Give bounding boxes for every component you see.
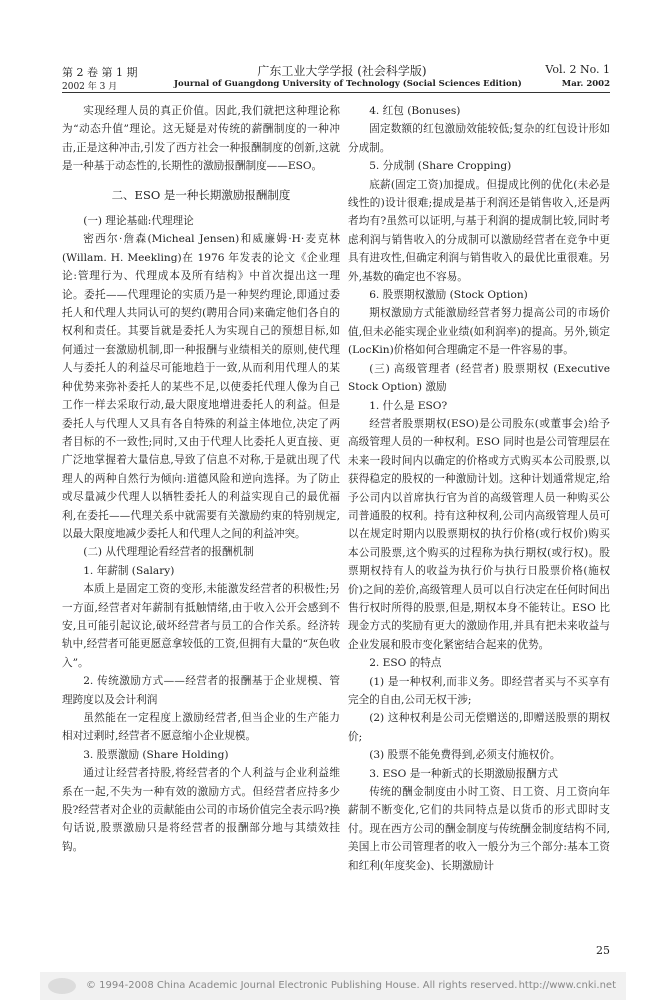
paragraph: 实现经理人员的真正价值。因此,我们就把这种理论称为“动态升值”理论。这无疑是对传统的薪酬制度的一种冲击,正是这种冲击,引发了西方社会一种报酬制度的创新,这就是一种基于动态性的,长期性的激励报酬制度——ESO。 — [62, 105, 340, 173]
list-item-heading: 3. ESO 是一种新式的长期激励报酬方式 — [369, 767, 559, 780]
paragraph: 密西尔·詹森(Micheal Jensen)和威廉姆·H·麦克林(Willam. H. Meekling)在 1976 年发表的论文《企业理论:管理行为、代理成本及所有结构》中首次提出这一理论。委托——代理理论的实质乃是一种契约理论,即通过委托人和代理人共同认可的契约(聘用合同)来确定他们各自的权利和责任。其要旨就是委托人为实现自己的预想目标,如何通过一套激励机制,即一种报酬与业绩相关的原则,使代理人与委托人的利益尽可能地趋于一致,从而利用代理人的某种优势来弥补委托人的某些不足,以使委托代理人像为自己工作一样去采取行动,最大限度地增进委托人的利益。但是委托人与代理人又具有各自特殊的利益主体地位,决定了两者目标的不一致性;同时,又由于代理人比委托人更直接、更广泛地掌握着大量信息,导致了信息不对称,于是就出现了代理人的两种自然行为倾向:道德风险和逆向选择。为了防止或尽量减少代理人以牺牲委托人的利益实现自己的最优福利,在委托——代理关系中就需要有关激励约束的特别规定,以最大限度地减少委托人和代理人之间的利益冲突。 — [62, 233, 340, 540]
paragraph: 本质上是固定工资的变形,未能激发经营者的积极性;另一方面,经营者对年薪制有抵触情绪,由于收入公开会感到不安,且可能引起议论,破坏经营者与员工的合作关系。经济转轨中,经营者可能更愿意拿较低的工资,但拥有大量的“灰色收入”。 — [62, 583, 340, 669]
list-item-heading: 2. ESO 的特点 — [369, 657, 442, 670]
copyright-footer — [40, 972, 626, 1000]
paragraph: 期权激励方式能激励经营者努力提高公司的市场价值,但未必能实现企业业绩(如利润率)的提高。另外,锁定(LocKin)价格如何合理确定不是一件容易的事。 — [348, 307, 610, 357]
paragraph: 经营者股票期权(ESO)是公司股东(或董事会)给予高级管理人员的一种权利。ESO 同时也是公司管理层在未来一段时间内以确定的价格或方式购买本公司股票,以获得稳定的股权的一种激励计划。这种计划通常规定,给予公司内以首席执行官为首的高级管理人员一种购买公司普通股的权利。持有这种权利,公司内高级管理人员可以在规定时期内以股票期权的执行价格(或行权价)购买本公司股票,这个购买的过程称为执行期权(或行权)。股票期权持有人的收益为执行价与执行日股票价格(施权价)之间的差价,高级管理人员可以自行决定在任何时间出售行权时所得的股票,但是,期权本身不能转让。ESO 比现金方式的奖励有更大的激励作用,并具有把未来收益与企业发展和股市变化紧密结合起来的优势。 — [348, 417, 610, 651]
paragraph: 底薪(固定工资)加提成。但提成比例的优化(未必是线性的)设计很难;提成是基于利润还是销售收入,还是两者均有?虽然可以证明,与基于利润的提成制比较,同时考虑利润与销售收入的分成制可以激励经营者在竞争中更具有进攻性,但确定利润与销售收入的最优比重很难。另外,基数的确定也不容易。 — [348, 178, 610, 283]
paragraph: 固定数额的红包激励效能较低;复杂的红包设计形如分成制。 — [348, 123, 610, 154]
volume-issue-en: Vol. 2 No. 1 — [545, 63, 610, 76]
list-item-heading: 1. 什么是 ESO? — [369, 399, 448, 412]
feature-item: (2) 这种权利是公司无偿赠送的,即赠送股票的期权价; — [348, 712, 610, 743]
subsection-title: (一) 理论基础:代理理论 — [83, 215, 194, 228]
publisher-logo-icon — [48, 978, 76, 994]
list-item-heading: 3. 股票激励 (Share Holding) — [83, 748, 229, 761]
feature-item: (3) 股票不能免费得到,必须支付施权价。 — [369, 749, 561, 762]
date-cn: 2002 年 3 月 — [62, 82, 118, 92]
list-item-heading: 1. 年薪制 (Salary) — [83, 564, 175, 577]
left-column — [62, 102, 340, 856]
date-en: Mar. 2002 — [561, 79, 610, 89]
paragraph: 通过让经营者持股,将经营者的个人利益与企业利益维系在一起,不失为一种有效的激励方式。但经营者应持多少股?经营者对企业的贡献能由公司的市场价值完全表示吗?换句话说,股票激励只是将经营者的报酬部分地与其绩效挂钩。 — [62, 767, 340, 853]
paragraph: 虽然能在一定程度上激励经营者,但当企业的生产能力相对过剩时,经营者不愿意缩小企业规模。 — [62, 712, 340, 743]
list-item-heading: 2. 传统激励方式——经营者的报酬基于企业规模、管理跨度以及会计利润 — [62, 675, 340, 706]
section-title: 二、ESO 是一种长期激励报酬制度 — [111, 187, 291, 202]
list-item-heading: 5. 分成制 (Share Cropping) — [369, 160, 512, 173]
journal-title-cn: 广东工业大学学报 (社会科学版) — [257, 64, 427, 78]
list-item-heading: 6. 股票期权激励 (Stock Option) — [369, 289, 528, 302]
volume-issue-cn: 第 2 卷 第 1 期 — [62, 66, 138, 79]
list-item-heading: 4. 红包 (Bonuses) — [369, 105, 461, 117]
copyright-text: © 1994-2008 China Academic Journal Electronic Publishing House. All rights reserved. — [86, 980, 518, 991]
page-number: 25 — [596, 944, 610, 957]
running-header — [62, 0, 610, 92]
paragraph: 传统的酬金制度由小时工资、日工资、月工资向年薪制不断变化,它们的共同特点是以货币的形式即时支付。现在西方公司的酬金制度与传统酬金制度结构不同,美国上市公司管理者的收入一般分为三个部分:基本工资和红利(年度奖金)、长期激励计 — [348, 786, 610, 872]
header-rule — [62, 92, 610, 93]
feature-item: (1) 是一种权利,而非义务。即经营者买与不买享有完全的自由,公司无权干涉; — [348, 675, 610, 706]
subsection-title: (三) 高级管理者 (经营者) 股票期权 (Executive Stock Option) 激励 — [348, 362, 610, 394]
footer-link[interactable]: http://www.cnki.net — [518, 980, 616, 991]
right-column — [348, 102, 610, 875]
subsection-title: (二) 从代理理论看经营者的报酬机制 — [83, 546, 254, 559]
journal-title-en: Journal of Guangdong University of Technology (Social Sciences Edition) — [174, 79, 522, 89]
